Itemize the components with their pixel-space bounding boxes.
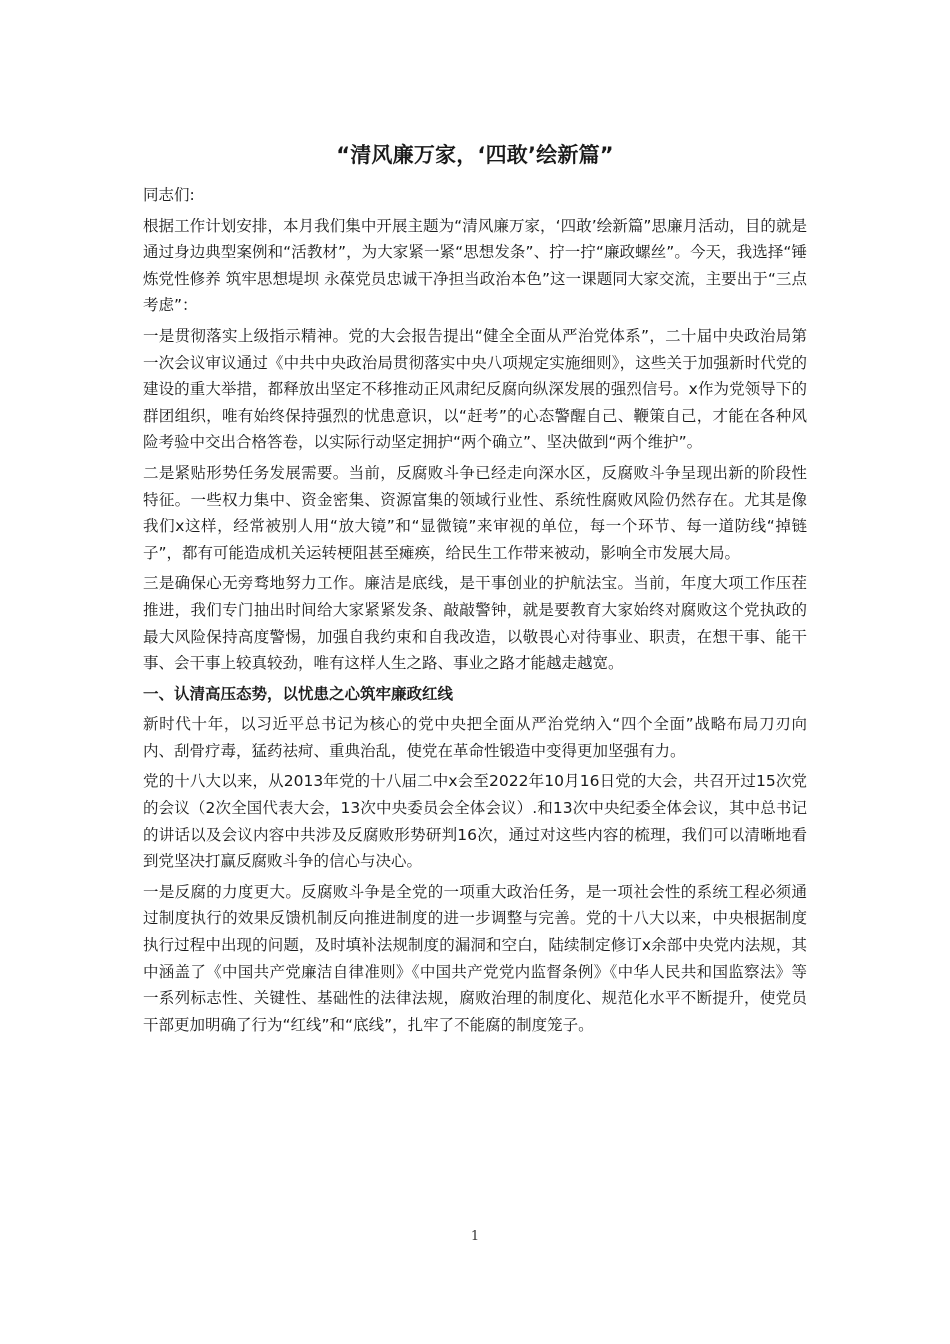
section-heading: 一、认清高压态势，以忧患之心筑牢廉政红线 <box>143 684 454 703</box>
document-title: “清风廉万家，‘四敢’绘新篇” <box>336 143 614 167</box>
page-number: 1 <box>470 1229 480 1244</box>
section-paragraph: 一是反腐的力度更大。反腐败斗争是全党的一项重大政治任务，是一项社会性的系统工程必须通过制度执行的效果反馈机制反向推进制度的进一步调整与完善。党的十八大以来，中央根据制度执行过程中出现的问题，及时填补法规制度的漏洞和空白，陆续制定修订x余部中央党内法规，其中涵盖了《中国共产党廉洁自律准则》《中国共产党党内监督条例》《中华人民共和国监察法》等一系列标志性、关键性、基础性的法律法规，腐败治理的制度化、规范化水平不断提升，使党员干部更加明确了行为“红线”和“底线”，扎牢了不能腐的制度笼子。 <box>143 882 807 1034</box>
point-two-paragraph: 二是紧贴形势任务发展需要。当前，反腐败斗争已经走向深水区，反腐败斗争呈现出新的阶段性特征。一些权力集中、资金密集、资源富集的领域行业性、系统性腐败风险仍然存在。尤其是像我们x这样，经常被别人用“放大镜”和“显微镜”来审视的单位，每一个环节、每一道防线“掉链子”，都有可能造成机关运转梗阻甚至瘫痪，给民生工作带来被动，影响全市发展大局。 <box>143 463 807 562</box>
section-paragraph: 党的十八大以来，从2013年党的十八届二中x会至2022年10月16日党的大会，共召开过15次党的会议（2次全国代表大会，13次中央委员会全体会议）.和13次中央纪委全体会议，其中总书记的讲话以及会议内容中共涉及反腐败形势研判16次，通过对这些内容的梳理，我们可以清晰地看到党坚决打赢反腐败斗争的信心与决心。 <box>143 772 807 871</box>
point-three-paragraph: 三是确保心无旁骛地努力工作。廉洁是底线，是干事创业的护航法宝。当前，年度大项工作压茬推进，我们专门抽出时间给大家紧紧发条、敲敲警钟，就是要教育大家始终对腐败这个党执政的最大风险保持高度警惕，加强自我约束和自我改造，以敬畏心对待事业、职责，在想干事、能干事、会干事上较真较劲，唯有这样人生之路、事业之路才能越走越宽。 <box>143 574 807 673</box>
intro-paragraph: 根据工作计划安排，本月我们集中开展主题为“清风廉万家，‘四敢’绘新篇”思廉月活动，目的就是通过身边典型案例和“活教材”，为大家紧一紧“思想发条”、拧一拧“廉政螺丝”。今天，我选择“锤炼党性修养 筑牢思想堤坝 永葆党员忠诚干净担当政治本色”这一课题同大家交流，主要出于“三点考虑”： <box>143 216 807 315</box>
section-paragraph: 新时代十年，以习近平总书记为核心的党中央把全面从严治党纳入“四个全面”战略布局刀刃向内、刮骨疗毒，猛药祛疴、重典治乱，使党在革命性锻造中变得更加坚强有力。 <box>143 715 807 760</box>
salutation: 同志们: <box>143 186 195 204</box>
document-body <box>143 138 807 1042</box>
point-one-paragraph: 一是贯彻落实上级指示精神。党的大会报告提出“健全全面从严治党体系”，二十届中央政治局第一次会议审议通过《中共中央政治局贯彻落实中央八项规定实施细则》，这些关于加强新时代党的建设的重大举措，都释放出坚定不移推动正风肃纪反腐向纵深发展的强烈信号。x作为党领导下的群团组织，唯有始终保持强烈的忧患意识，以“赶考”的心态警醒自己、鞭策自己，才能在各种风险考验中交出合格答卷，以实际行动坚定拥护“两个确立”、坚决做到“两个维护”。 <box>143 326 807 452</box>
